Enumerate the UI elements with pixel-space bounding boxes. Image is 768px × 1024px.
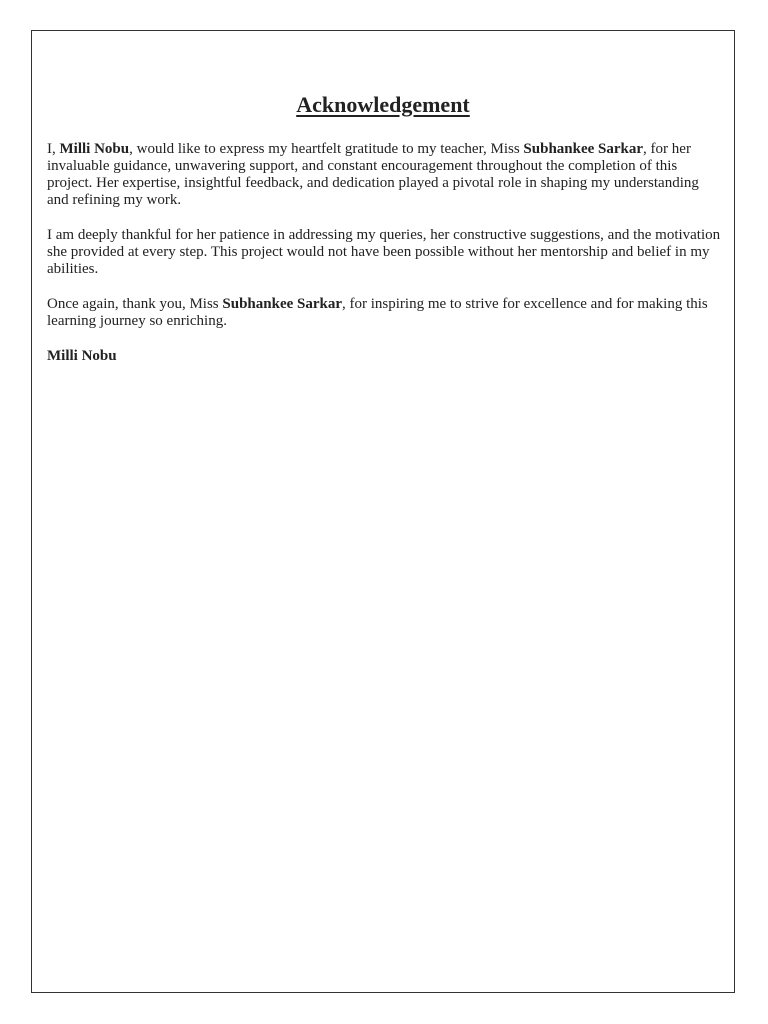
paragraph-text: , for inspiring me to strive for excellence and for making this learning journey so enriching. xyxy=(47,296,708,329)
teacher-name: Subhankee Sarkar xyxy=(523,141,644,157)
document-body xyxy=(47,141,723,383)
paragraph-gratitude xyxy=(47,141,723,209)
teacher-name: Subhankee Sarkar xyxy=(222,296,343,312)
paragraph-thanks: I am deeply thankful for her patience in addressing my queries, her constructive suggestions, and the motivation she provided at every step. This project would not have been possible without her mentorship and belief in my abilities. xyxy=(47,227,721,277)
paragraph-text: Once again, thank you, Miss xyxy=(47,296,223,312)
paragraph-text: I, xyxy=(47,141,60,157)
page-frame xyxy=(31,30,735,993)
document-title: Acknowledgement xyxy=(296,92,470,117)
paragraph-text: , would like to express my heartfelt gratitude to my teacher, Miss xyxy=(129,141,524,157)
paragraph-closing xyxy=(47,296,723,330)
student-name: Milli Nobu xyxy=(59,141,130,157)
signature: Milli Nobu xyxy=(47,348,117,364)
paragraph-text: , for her invaluable guidance, unwavering support, and constant encouragement throughout the completion of this project. Her expertise, insightful feedback, and dedication played a pivotal role in shaping my understanding and refining my work. xyxy=(47,141,699,208)
